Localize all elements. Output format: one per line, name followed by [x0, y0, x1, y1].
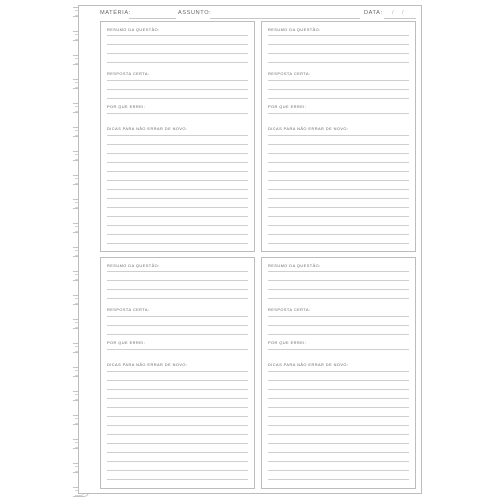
writing-line[interactable]	[107, 470, 248, 471]
porque-label: POR QUE ERREI:	[268, 104, 307, 109]
writing-line[interactable]	[268, 461, 409, 462]
writing-line[interactable]	[268, 144, 409, 145]
writing-line[interactable]	[107, 452, 248, 453]
writing-line[interactable]	[107, 280, 248, 281]
porque-label: POR QUE ERREI:	[107, 104, 146, 109]
resposta-label: RESPOSTA CERTA:	[268, 71, 311, 76]
writing-line[interactable]	[107, 334, 248, 335]
writing-line[interactable]	[268, 98, 409, 99]
porque-label: POR QUE ERREI:	[107, 340, 146, 345]
writing-line[interactable]	[107, 325, 248, 326]
materia-field[interactable]	[129, 18, 176, 19]
writing-line[interactable]	[268, 298, 409, 299]
writing-line[interactable]	[268, 334, 409, 335]
writing-line[interactable]	[268, 452, 409, 453]
writing-line[interactable]	[268, 80, 409, 81]
writing-line[interactable]	[107, 271, 248, 272]
dicas-label: DICAS PARA NÃO ERRAR DE NOVO:	[268, 362, 349, 367]
writing-line[interactable]	[107, 162, 248, 163]
writing-line[interactable]	[268, 153, 409, 154]
page-header	[100, 10, 416, 20]
writing-line[interactable]	[107, 479, 248, 480]
writing-line[interactable]	[107, 89, 248, 90]
writing-line[interactable]	[268, 198, 409, 199]
writing-line[interactable]	[107, 44, 248, 45]
writing-line[interactable]	[268, 171, 409, 172]
writing-line[interactable]	[107, 216, 248, 217]
writing-line[interactable]	[268, 389, 409, 390]
writing-line[interactable]	[107, 207, 248, 208]
writing-line[interactable]	[107, 80, 248, 81]
writing-line[interactable]	[107, 198, 248, 199]
writing-line[interactable]	[268, 162, 409, 163]
writing-line[interactable]	[107, 180, 248, 181]
writing-line[interactable]	[107, 53, 248, 54]
error-log-card	[261, 257, 416, 489]
writing-line[interactable]	[268, 398, 409, 399]
writing-line[interactable]	[268, 135, 409, 136]
writing-line[interactable]	[268, 180, 409, 181]
writing-line[interactable]	[268, 371, 409, 372]
resumo-label: RESUMO DA QUESTÃO:	[268, 27, 321, 32]
writing-line[interactable]	[107, 443, 248, 444]
writing-line[interactable]	[268, 416, 409, 417]
writing-line[interactable]	[268, 207, 409, 208]
writing-line[interactable]	[107, 153, 248, 154]
writing-line[interactable]	[107, 113, 248, 114]
writing-line[interactable]	[268, 44, 409, 45]
writing-line[interactable]	[268, 35, 409, 36]
writing-line[interactable]	[107, 416, 248, 417]
resposta-label: RESPOSTA CERTA:	[268, 307, 311, 312]
writing-line[interactable]	[107, 349, 248, 350]
date-separator: /	[402, 10, 405, 16]
writing-line[interactable]	[107, 234, 248, 235]
date-separator: /	[392, 10, 395, 16]
dicas-label: DICAS PARA NÃO ERRAR DE NOVO:	[268, 126, 349, 131]
resposta-label: RESPOSTA CERTA:	[107, 71, 150, 76]
error-log-card	[100, 21, 255, 252]
writing-line[interactable]	[107, 225, 248, 226]
writing-line[interactable]	[268, 470, 409, 471]
writing-line[interactable]	[107, 398, 248, 399]
resumo-label: RESUMO DA QUESTÃO:	[107, 27, 160, 32]
writing-line[interactable]	[107, 144, 248, 145]
error-log-card	[261, 21, 416, 252]
data-label: DATA:	[364, 10, 383, 16]
writing-line[interactable]	[268, 425, 409, 426]
writing-line[interactable]	[268, 189, 409, 190]
writing-line[interactable]	[268, 316, 409, 317]
writing-line[interactable]	[107, 371, 248, 372]
writing-line[interactable]	[107, 461, 248, 462]
writing-line[interactable]	[107, 407, 248, 408]
writing-line[interactable]	[268, 443, 409, 444]
writing-line[interactable]	[107, 171, 248, 172]
writing-line[interactable]	[107, 243, 248, 244]
writing-line[interactable]	[268, 243, 409, 244]
writing-line[interactable]	[268, 325, 409, 326]
writing-line[interactable]	[268, 89, 409, 90]
writing-line[interactable]	[268, 349, 409, 350]
writing-line[interactable]	[107, 135, 248, 136]
writing-line[interactable]	[268, 380, 409, 381]
writing-line[interactable]	[107, 35, 248, 36]
resumo-label: RESUMO DA QUESTÃO:	[268, 263, 321, 268]
dicas-label: DICAS PARA NÃO ERRAR DE NOVO:	[107, 126, 188, 131]
writing-line[interactable]	[107, 62, 248, 63]
writing-line[interactable]	[107, 425, 248, 426]
writing-line[interactable]	[268, 113, 409, 114]
writing-line[interactable]	[268, 271, 409, 272]
date-field[interactable]	[384, 18, 416, 19]
writing-line[interactable]	[268, 479, 409, 480]
writing-line[interactable]	[268, 434, 409, 435]
writing-line[interactable]	[107, 298, 248, 299]
assunto-label: ASSUNTO:	[178, 10, 212, 16]
writing-line[interactable]	[107, 189, 248, 190]
writing-line[interactable]	[268, 216, 409, 217]
assunto-field[interactable]	[210, 18, 360, 19]
materia-label: MATÉRIA:	[100, 10, 131, 16]
writing-line[interactable]	[107, 289, 248, 290]
writing-line[interactable]	[268, 280, 409, 281]
writing-line[interactable]	[268, 62, 409, 63]
resumo-label: RESUMO DA QUESTÃO:	[107, 263, 160, 268]
dicas-label: DICAS PARA NÃO ERRAR DE NOVO:	[107, 362, 188, 367]
resposta-label: RESPOSTA CERTA:	[107, 307, 150, 312]
writing-line[interactable]	[107, 316, 248, 317]
error-log-card	[100, 257, 255, 489]
writing-line[interactable]	[107, 98, 248, 99]
writing-line[interactable]	[268, 53, 409, 54]
writing-line[interactable]	[107, 389, 248, 390]
writing-line[interactable]	[107, 380, 248, 381]
writing-line[interactable]	[268, 289, 409, 290]
porque-label: POR QUE ERREI:	[268, 340, 307, 345]
writing-line[interactable]	[107, 434, 248, 435]
writing-line[interactable]	[268, 234, 409, 235]
writing-line[interactable]	[268, 407, 409, 408]
writing-line[interactable]	[268, 225, 409, 226]
